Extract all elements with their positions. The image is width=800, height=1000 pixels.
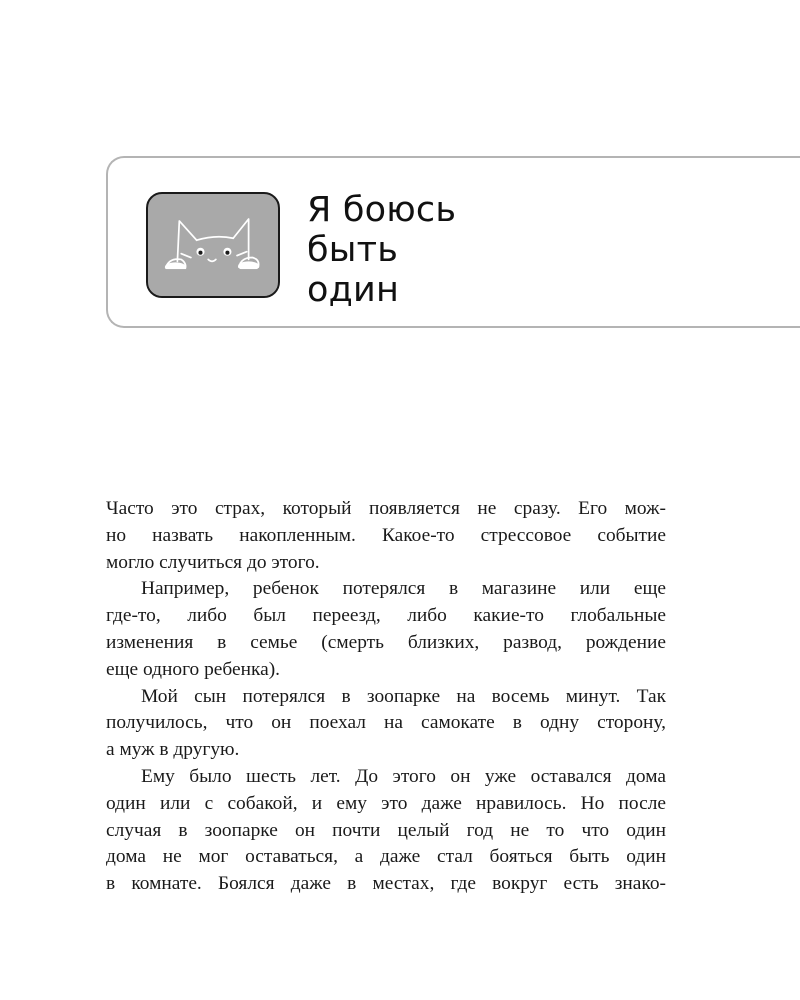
cat-peeking-icon (148, 194, 278, 296)
chapter-title-line: один (307, 270, 400, 310)
body-text (106, 496, 666, 898)
text-line: а муж в другую. (106, 739, 240, 761)
text-line: в комнате. Боялся даже в местах, где вокруг есть знако- (106, 873, 666, 895)
text-line: Мой сын потерялся в зоопарке на восемь минут. Так (141, 685, 666, 707)
text-line: еще одного ребенка). (106, 658, 281, 680)
chapter-title-line: быть (307, 230, 399, 270)
text-line: Часто это страх, который появляется не сразу. Его мож- (106, 498, 666, 519)
text-line: могло случиться до этого. (106, 551, 320, 573)
paragraph (106, 576, 666, 683)
text-line: Ему было шесть лет. До этого он уже оставался дома (141, 765, 666, 787)
chapter-title (307, 190, 456, 310)
text-line: где-то, либо был переезд, либо какие-то глобальные (106, 605, 666, 627)
text-line: Например, ребенок потерялся в магазине или еще (141, 578, 666, 600)
paragraph (106, 684, 666, 764)
text-line: получилось, что он поехал на самокате в одну сторону, (106, 712, 666, 734)
paragraph (106, 764, 666, 898)
text-line: изменения в семье (смерть близких, развод, рождение (106, 631, 666, 653)
chapter-icon-tile (146, 192, 280, 298)
text-line: дома не мог оставаться, а даже стал бояться быть один (106, 846, 666, 868)
text-line: но назвать накопленным. Какое-то стрессовое событие (106, 524, 666, 546)
text-line: один или с собакой, и ему это даже нравилось. Но после (106, 792, 666, 814)
paragraph (106, 496, 666, 576)
chapter-title-line: Я боюсь (307, 190, 457, 230)
text-line: случая в зоопарке он почти целый год не то что один (106, 819, 666, 841)
